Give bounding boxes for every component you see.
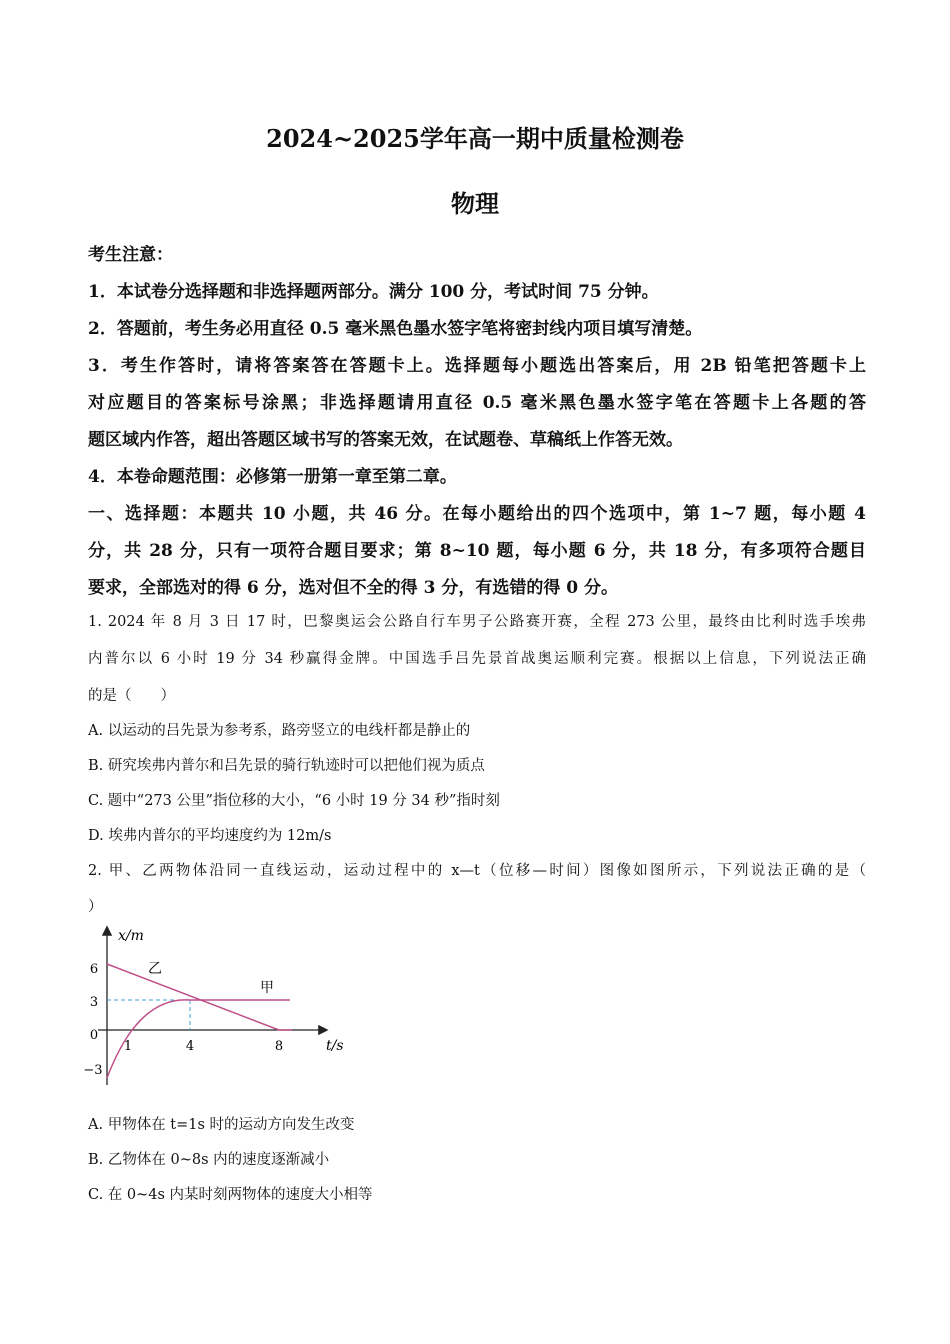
q1-option-a: A. 以运动的吕先景为参考系，路旁竖立的电线杆都是静止的 bbox=[88, 723, 471, 739]
y-axis-label: x/m bbox=[118, 928, 144, 944]
series-yi-line bbox=[107, 964, 279, 1030]
x-axis-label: t/s bbox=[326, 1038, 344, 1054]
q2-option-c: C. 在 0~4s 内某时刻两物体的速度大小相等 bbox=[88, 1187, 373, 1203]
y-tick-6: 6 bbox=[89, 962, 99, 977]
notice-item-3-line-2: 对应题目的答案标号涂黑；非选择题请用直径 0.5 毫米黑色墨水签字笔在答题卡上各题的答 bbox=[88, 393, 866, 413]
q1-option-b: B. 研究埃弗内普尔和吕先景的骑行轨迹时可以把他们视为质点 bbox=[88, 758, 485, 774]
notice-item-2: 2．答题前，考生务必用直径 0.5 毫米黑色墨水签字笔将密封线内项目填写清楚。 bbox=[88, 319, 703, 339]
exam-title: 2024~2025学年高一期中质量检测卷 bbox=[266, 124, 684, 153]
y-tick-0: 0 bbox=[89, 1028, 99, 1043]
section-1-line-2: 分，共 28 分，只有一项符合题目要求；第 8~10 题，每小题 6 分，共 18 分，有多项符合题目 bbox=[88, 541, 866, 561]
section-1-line-1: 一、选择题：本题共 10 小题，共 46 分。在每小题给出的四个选项中，第 1~7 题，每小题 4 bbox=[88, 504, 866, 524]
q1-stem-line-2: 内普尔以 6 小时 19 分 34 秒赢得金牌。中国选手吕先景首战奥运顺利完赛。根据以上信息，下列说法正确 bbox=[88, 651, 866, 667]
x-tick-4: 4 bbox=[185, 1039, 195, 1054]
q2-option-a: A. 甲物体在 t=1s 时的运动方向发生改变 bbox=[88, 1117, 355, 1133]
series-jia-curve bbox=[107, 1000, 290, 1078]
label-yi: 乙 bbox=[148, 961, 162, 977]
label-jia: 甲 bbox=[260, 980, 274, 996]
x-tick-1: 1 bbox=[123, 1039, 133, 1054]
q1-stem-line-3: 的是（ ） bbox=[88, 688, 175, 704]
q2-option-b: B. 乙物体在 0~8s 内的速度逐渐减小 bbox=[88, 1152, 330, 1168]
exam-subject: 物理 bbox=[451, 189, 499, 218]
notice-item-3-line-1: 3．考生作答时，请将答案答在答题卡上。选择题每小题选出答案后，用 2B 铅笔把答题卡上 bbox=[88, 356, 866, 376]
notice-item-4: 4．本卷命题范围：必修第一册第一章至第二章。 bbox=[88, 467, 457, 487]
q2-stem-line-2: ） bbox=[88, 899, 103, 915]
y-tick-neg3: −3 bbox=[83, 1063, 103, 1078]
y-tick-3: 3 bbox=[89, 995, 99, 1010]
q1-option-d: D. 埃弗内普尔的平均速度约为 12m/s bbox=[88, 828, 332, 844]
notice-heading: 考生注意： bbox=[88, 245, 173, 265]
notice-item-1: 1．本试卷分选择题和非选择题两部分。满分 100 分，考试时间 75 分钟。 bbox=[88, 282, 659, 302]
section-1-line-3: 要求，全部选对的得 6 分，选对但不全的得 3 分，有选错的得 0 分。 bbox=[88, 578, 618, 598]
notice-item-3-line-3: 题区域内作答，超出答题区域书写的答案无效，在试题卷、草稿纸上作答无效。 bbox=[88, 430, 683, 450]
q2-stem-line-1: 2. 甲、乙两物体沿同一直线运动，运动过程中的 x—t（位移—时间）图像如图所示，下列说法正确的是（ bbox=[88, 863, 866, 879]
q1-option-c: C. 题中“273 公里”指位移的大小，“6 小时 19 分 34 秒”指时刻 bbox=[88, 793, 500, 809]
q1-stem-line-1: 1. 2024 年 8 月 3 日 17 时，巴黎奥运会公路自行车男子公路赛开赛，全程 273 公里，最终由比利时选手埃弗 bbox=[88, 614, 866, 630]
xt-graph bbox=[80, 920, 360, 1090]
x-tick-8: 8 bbox=[274, 1039, 284, 1054]
